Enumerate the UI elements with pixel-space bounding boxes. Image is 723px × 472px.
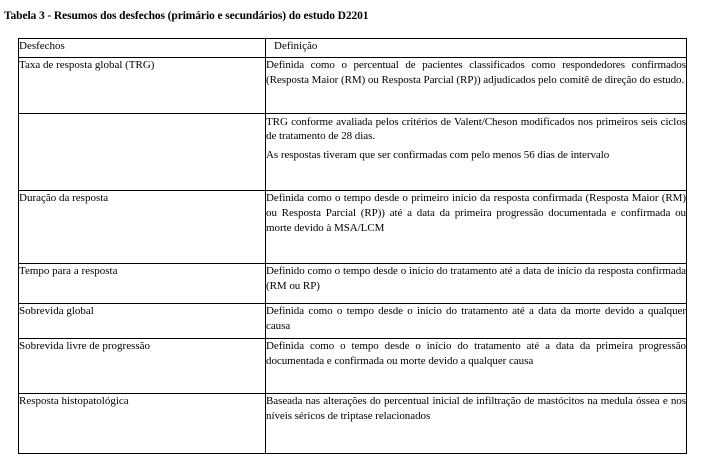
table-header-row xyxy=(19,39,687,58)
table-row xyxy=(19,394,687,454)
row-definition-trg-criteria xyxy=(266,114,687,191)
row-definition-sobrevida-livre: Definida como o tempo desde o início do tratamento até a data da primeira progressão documentada e confirmada ou morte devido a qualquer causa xyxy=(266,339,687,394)
trg-confirmation-text: As respostas tiveram que ser confirmadas com pelo menos 56 dias de intervalo xyxy=(266,149,610,161)
row-definition-trg: Definida como o percentual de pacientes classificados como respondedores confirmados (Resposta Maior (RM) ou Resposta Parcial (RP)) adjudicados pelo comitê de direção do estudo. xyxy=(266,58,687,114)
row-label-duracao: Duração da resposta xyxy=(19,191,266,264)
row-label-resposta-histo: Resposta histopatológica xyxy=(19,394,266,454)
table-row xyxy=(19,58,687,114)
endpoints-table xyxy=(18,38,687,454)
column-header-desfechos: Desfechos xyxy=(19,39,266,58)
row-definition-resposta-histo: Baseada nas alterações do percentual inicial de infiltração de mastócitos na medula óssea e nos níveis séricos de triptase relacionados xyxy=(266,394,687,454)
row-label-tempo: Tempo para a resposta xyxy=(19,264,266,304)
trg-criteria-text: TRG conforme avaliada pelos critérios de Valent/Cheson modificados nos primeiros seis ciclos de tratamento de 28 dias. xyxy=(266,116,686,142)
row-label-empty xyxy=(19,114,266,191)
table-row xyxy=(19,264,687,304)
row-label-sobrevida-global: Sobrevida global xyxy=(19,304,266,339)
table-row xyxy=(19,191,687,264)
column-header-definicao: Definição xyxy=(266,39,687,58)
row-label-sobrevida-livre: Sobrevida livre de progressão xyxy=(19,339,266,394)
table-row xyxy=(19,339,687,394)
row-definition-duracao: Definida como o tempo desde o primeiro início da resposta confirmada (Resposta Maior (RM) ou Resposta Parcial (RP)) até a data da primeira progressão documentada e confirmada ou morte devido à MSA/LCM xyxy=(266,191,687,264)
table-row xyxy=(19,304,687,339)
row-definition-sobrevida-global: Definida como o tempo desde o início do tratamento até a data da morte devido a qualquer causa xyxy=(266,304,687,339)
table-caption: Tabela 3 - Resumos dos desfechos (primário e secundários) do estudo D2201 xyxy=(4,10,369,22)
row-label-trg: Taxa de resposta global (TRG) xyxy=(19,58,266,114)
row-definition-tempo: Definido como o tempo desde o início do tratamento até a data de início da resposta confirmada (RM ou RP) xyxy=(266,264,687,304)
table-row xyxy=(19,114,687,191)
